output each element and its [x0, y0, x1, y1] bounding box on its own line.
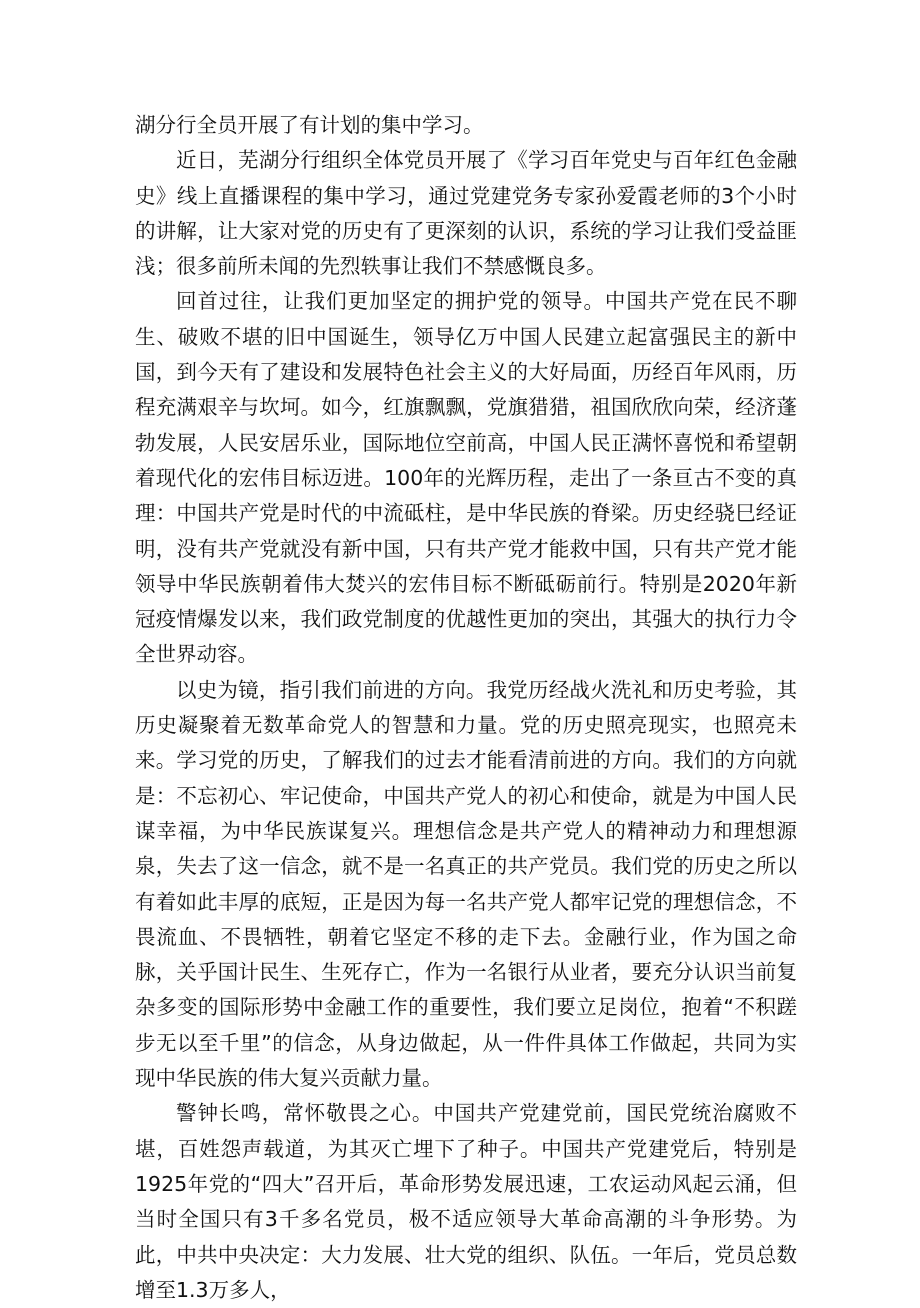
document-body — [135, 108, 797, 1308]
paragraph-recent-study: 近日，芜湖分行组织全体党员开展了《学习百年党史与百年红色金融史》线上直播课程的集中学习，通过党建党务专家孙爱霞老师的3个小时的讲解，让大家对党的历史有了更深刻的认识，系统的学习让我们受益匪浅；很多前所未闻的先烈轶事让我们不禁感慨良多。 — [135, 148, 797, 279]
paragraph-continuation: 湖分行全员开展了有计划的集中学习。 — [135, 113, 484, 137]
paragraph-looking-back: 回首过往，让我们更加坚定的拥护党的领导。中国共产党在民不聊生、破败不堪的旧中国诞生，领导亿万中国人民建立起富强民主的新中国，到今天有了建设和发展特色社会主义的大好局面，历经百年风雨，历程充满艰辛与坎坷。如今，红旗飘飘，党旗猎猎，祖国欣欣向荣，经济蓬勃发展，人民安居乐业，国际地位空前高，中国人民正满怀喜悦和希望朝着现代化的宏伟目标迈进。100年的光辉历程，走出了一条亘古不变的真理：中国共产党是时代的中流砥柱，是中华民族的脊梁。历史经骁巳经证明，没有共产党就没有新中国，只有共产党才能救中国，只有共产党才能领导中华民族朝着伟大焚兴的宏伟目标不断砥砺前行。特别是2020年新冠疫情爆发以来，我们政党制度的优越性更加的突出，其强大的执行力令全世界动容。 — [135, 289, 797, 667]
paragraph-history-mirror: 以史为镜，指引我们前进的方向。我党历经战火洗礼和历史考验，其历史凝聚着无数革命党人的智慧和力量。党的历史照亮现实，也照亮未来。学习党的历史，了解我们的过去才能看清前进的方向。我们的方向就是：不忘初心、牢记使命，中国共产党人的初心和使命，就是为中国人民谋幸福，为中华民族谋复兴。理想信念是共产党人的精神动力和理想源泉，失去了这一信念，就不是一名真正的共产党员。我们党的历史之所以有着如此丰厚的底短，正是因为每一名共产党人都牢记党的理想信念，不畏流血、不畏牺牲，朝着它坚定不移的走下去。金融行业，作为国之命脉，关乎国计民生、生死存亡，作为一名银行从业者，要充分认识当前复杂多变的国际形势中金融工作的重要性，我们要立足岗位，抱着“不积蹉步无以至千里”的信念，从身边做起，从一件件具体工作做起，共同为实现中华民族的伟大复兴贡献力量。 — [135, 677, 797, 1091]
paragraph-alarm-bell: 警钟长鸣，常怀敬畏之心。中国共产党建党前，国民党统治腐败不堪，百姓怨声载道，为其灭亡埋下了种子。中国共产党建党后，特别是1925年党的“四大”召开后，革命形势发展迅速，工农运动风起云涌，但当时全国只有3千多名党员，极不适应领导大革命高潮的斗争形势。为此，中共中央决定：大力发展、壮大党的组织、队伍。一年后，党员总数增至1.3万多人， — [135, 1101, 797, 1302]
